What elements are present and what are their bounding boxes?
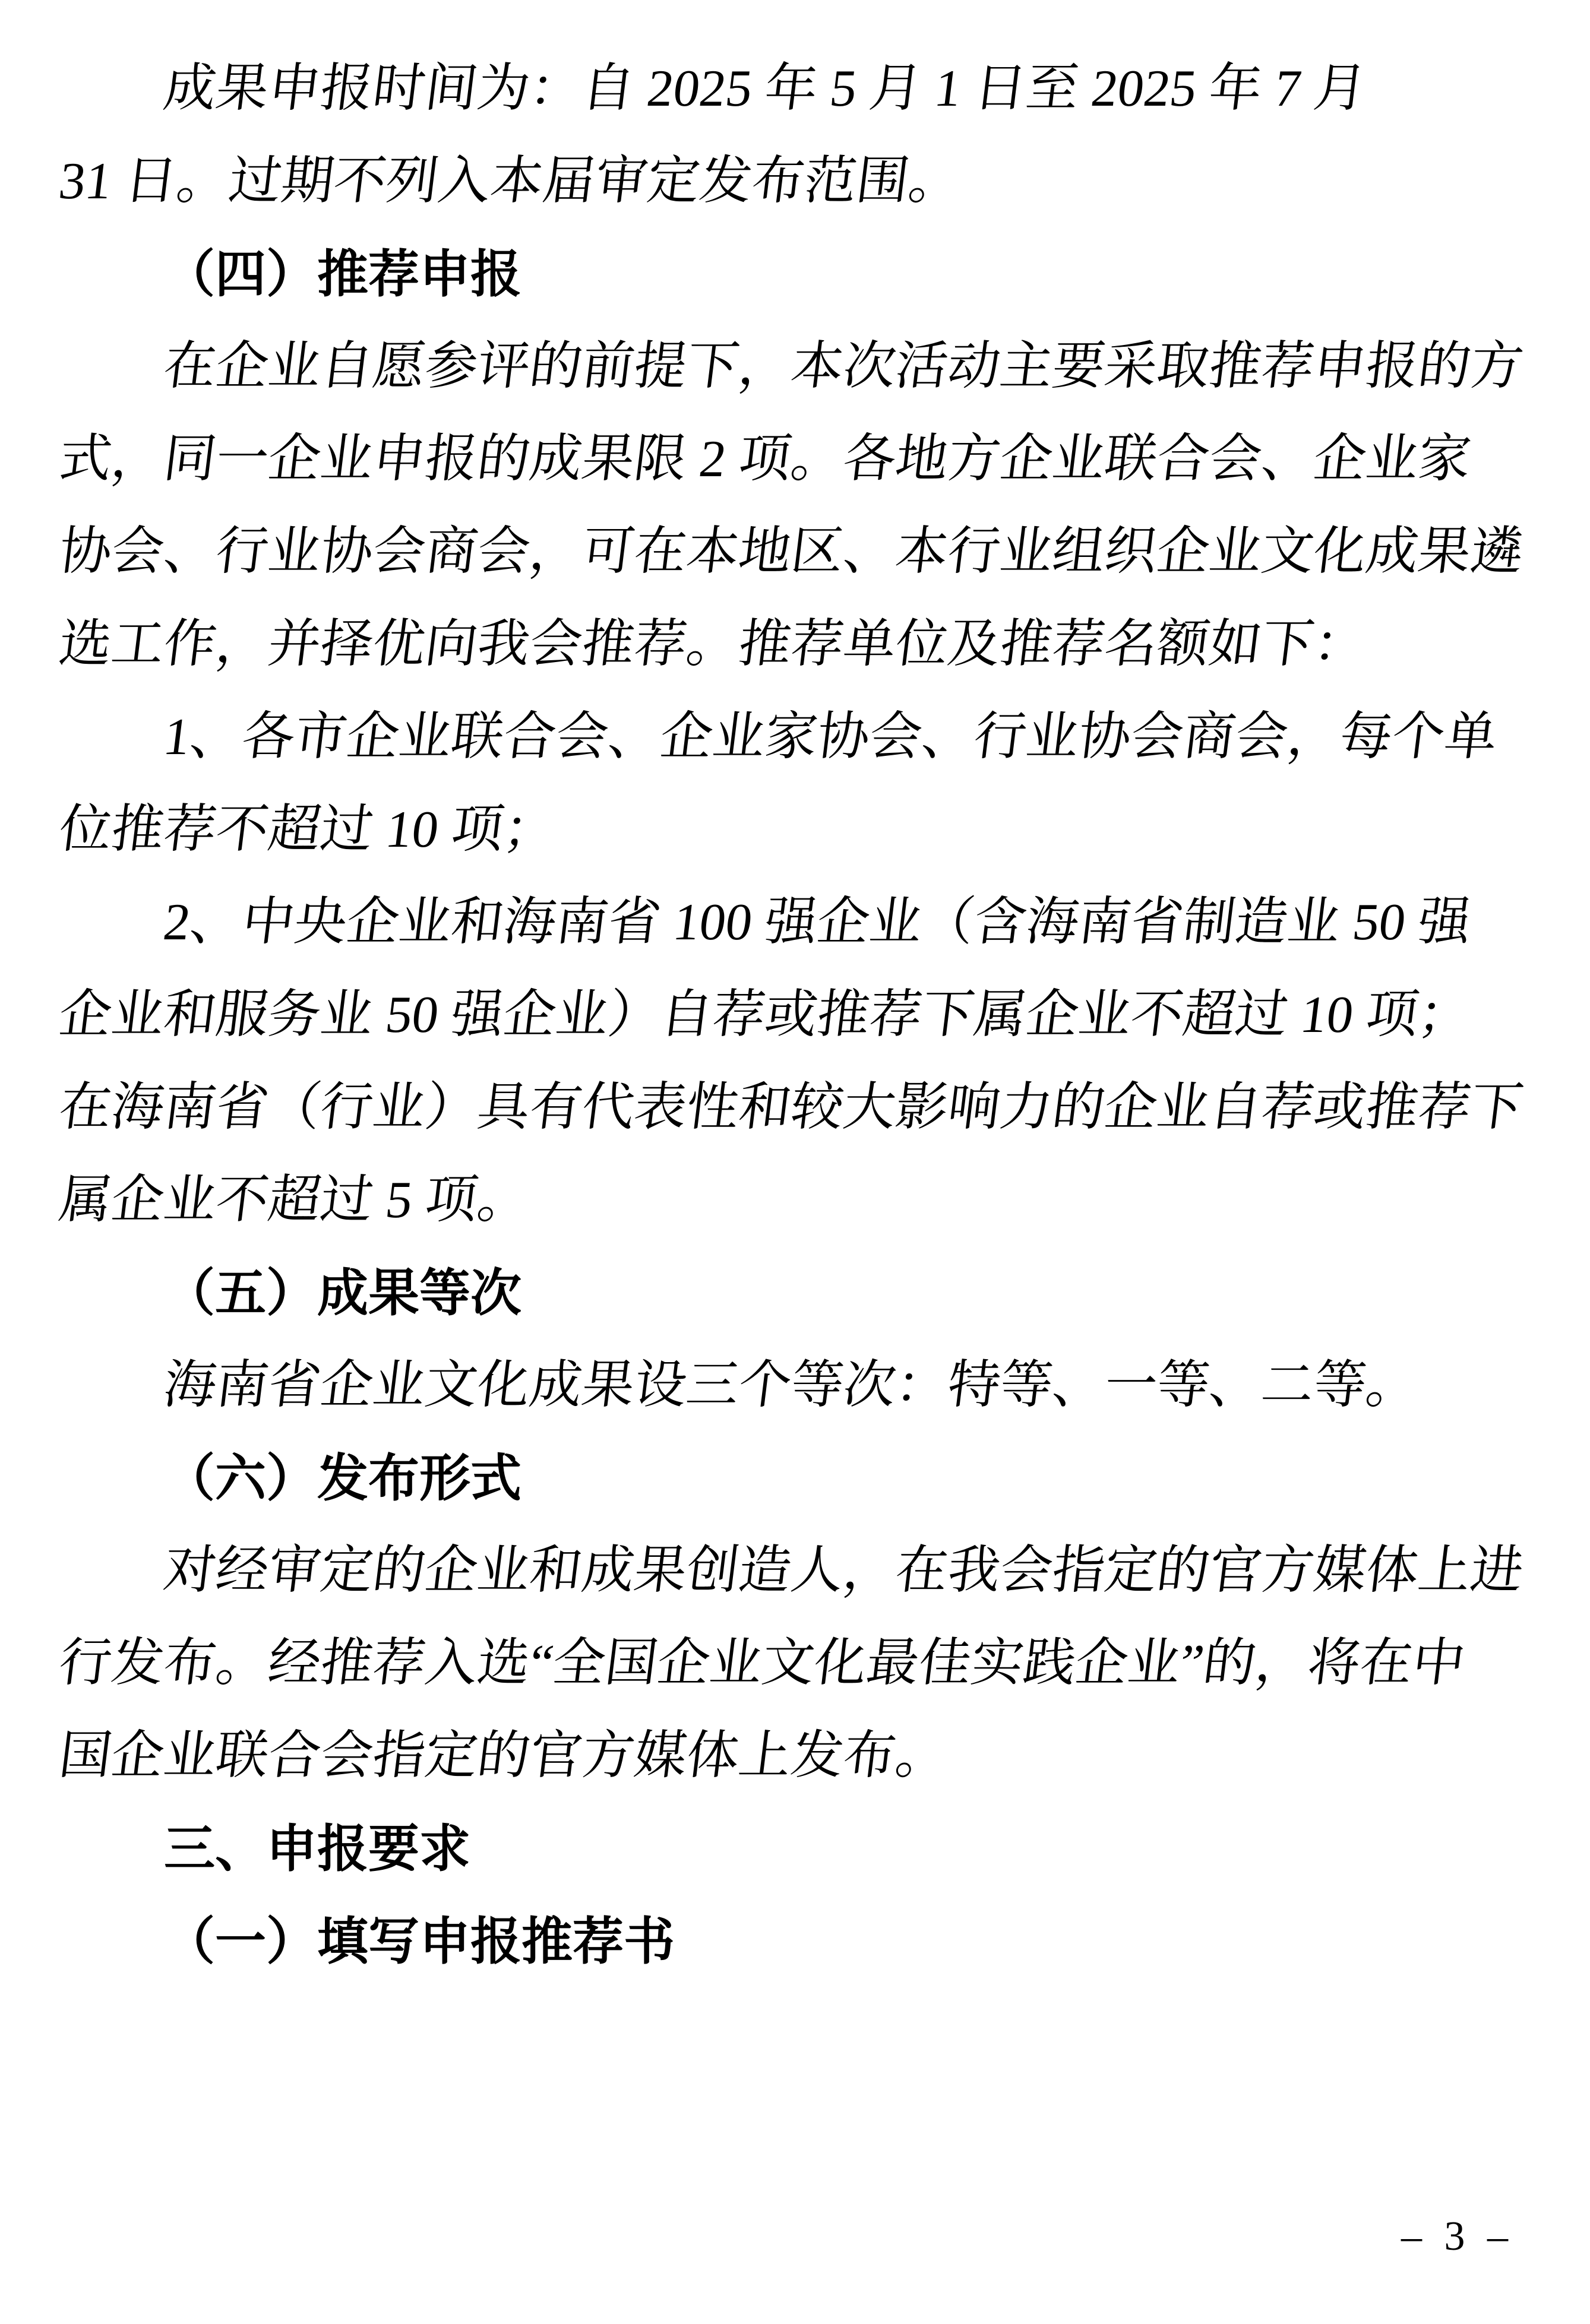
doc-heading-line: （六）发布形式 — [164, 1450, 521, 1507]
page-number: – 3 – — [1401, 2214, 1514, 2259]
doc-body-line: 海南省企业文化成果设三个等次：特等、一等、二等。 — [160, 1357, 1423, 1414]
doc-body-line: 企业和服务业 50 强企业）自荐或推荐下属企业不超过 10 项； — [56, 986, 1475, 1044]
doc-body-line: 在企业自愿参评的前提下，本次活动主要采取推荐申报的方 — [160, 338, 1527, 395]
doc-body-line: 属企业不超过 5 项。 — [56, 1172, 534, 1229]
doc-body-line: 1、各市企业联合会、企业家协会、行业协会商会，每个单 — [160, 708, 1501, 766]
doc-body-line: 成果申报时间为：自 2025 年 5 月 1 日至 2025 年 7 月 — [160, 60, 1370, 118]
doc-body-line: 行发布。经推荐入选“全国企业文化最佳实践企业”的，将在中 — [56, 1635, 1469, 1692]
doc-heading-line: （四）推荐申报 — [164, 246, 521, 303]
doc-body-line: 31 日。过期不列入本届审定发布范围。 — [56, 153, 965, 210]
doc-heading-line: 三、申报要求 — [164, 1820, 470, 1877]
doc-body-line: 协会、行业协会商会，可在本地区、本行业组织企业文化成果遴 — [56, 523, 1527, 581]
doc-heading-line: （一）填写申报推荐书 — [164, 1913, 675, 1970]
doc-body-line: 位推荐不超过 10 项； — [56, 801, 560, 859]
doc-body-line: 国企业联合会指定的官方媒体上发布。 — [56, 1727, 952, 1785]
doc-body-line: 对经审定的企业和成果创造人，在我会指定的官方媒体上进 — [160, 1542, 1527, 1600]
doc-heading-line: （五）成果等次 — [164, 1265, 521, 1322]
doc-body-line: 选工作，并择优向我会推荐。推荐单位及推荐名额如下： — [56, 616, 1370, 673]
doc-body-line: 2、中央企业和海南省 100 强企业（含海南省制造业 50 强 — [160, 894, 1475, 951]
doc-body-line: 式，同一企业申报的成果限 2 项。各地方企业联合会、企业家 — [56, 430, 1475, 488]
text-block — [56, 43, 1527, 1988]
doc-body-line: 在海南省（行业）具有代表性和较大影响力的企业自荐或推荐下 — [56, 1079, 1527, 1136]
